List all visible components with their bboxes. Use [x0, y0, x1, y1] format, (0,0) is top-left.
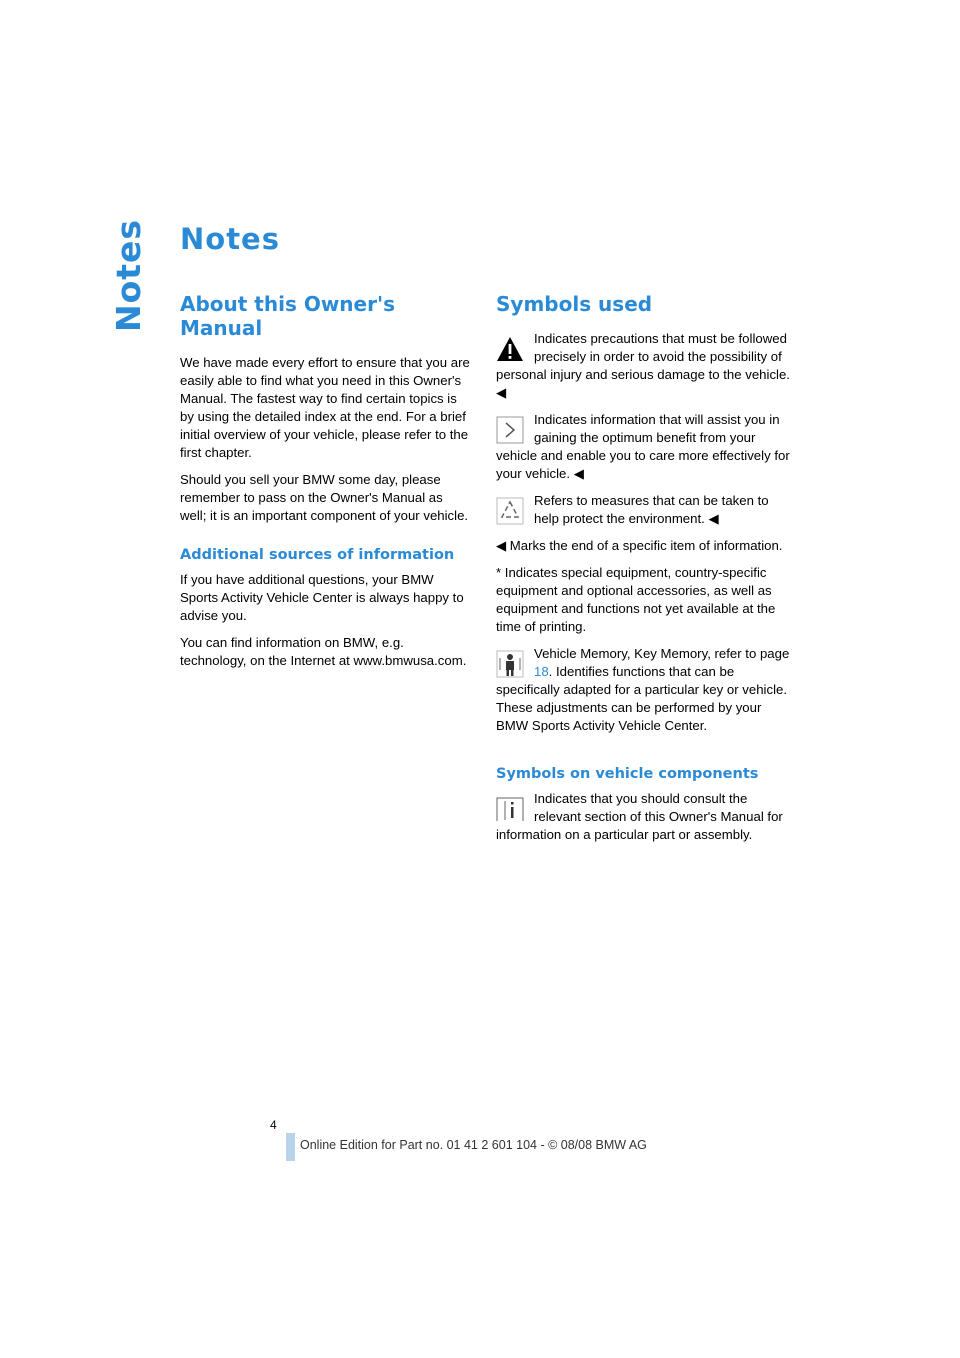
special-equipment-text: * Indicates special equipment, country-specific equipment and optional accessories, as well as equipment and functions not yet available at the time of printing.: [496, 565, 776, 634]
side-tab: [104, 218, 154, 332]
environment-text: Refers to measures that can be taken to help protect the environment. ◀: [534, 493, 769, 526]
end-mark-text: ◀ Marks the end of a specific item of information.: [496, 538, 783, 553]
memory-text-prefix: Vehicle Memory, Key Memory, refer to page: [534, 646, 790, 661]
symbols-used-heading: Symbols used: [496, 292, 653, 316]
side-tab-label: Notes: [109, 218, 149, 332]
environment-symbol-entry: [496, 492, 790, 537]
memory-text: [496, 645, 790, 735]
additional-paragraph-1: If you have additional questions, your BMW Sports Activity Vehicle Center is always happy to advise you.: [180, 572, 464, 623]
left-column: [180, 292, 472, 679]
about-paragraph-1: We have made every effort to ensure that you are easily able to find what you need in this Owner's Manual. The fastest way to find certain topics is by using the detailed index at the end. For a brief initial overview of your vehicle, please refer to the first chapter.: [180, 355, 470, 460]
manual-info-icon: [496, 795, 524, 823]
right-column: [496, 292, 790, 853]
info-arrow-icon: [496, 416, 524, 444]
memory-text-suffix: . Identifies functions that can be specifically adapted for a particular key or vehicle. These adjustments can be performed by your BMW Sports Activity Vehicle Center.: [496, 664, 788, 733]
recycle-icon: [496, 497, 524, 525]
footer-text: Online Edition for Part no. 01 41 2 601 104 - © 08/08 BMW AG: [300, 1138, 647, 1152]
additional-sources-heading: Additional sources of information: [180, 547, 455, 563]
memory-page-link[interactable]: 18: [534, 664, 549, 679]
footer-bar: [286, 1133, 295, 1161]
warning-triangle-icon: [496, 335, 524, 363]
components-text: Indicates that you should consult the relevant section of this Owner's Manual for information on a particular part or assembly.: [496, 791, 783, 842]
page-title: Notes: [180, 222, 280, 256]
symbols-components-heading: Symbols on vehicle components: [496, 766, 759, 782]
components-symbol-entry: [496, 790, 790, 853]
memory-symbol-entry: [496, 645, 790, 744]
warning-text: Indicates precautions that must be followed precisely in order to avoid the possibility of personal injury and serious damage to the vehicle. ◀: [496, 331, 790, 400]
info-symbol-entry: [496, 411, 790, 492]
about-manual-heading: About this Owner's Manual: [180, 292, 395, 340]
info-text: Indicates information that will assist you in gaining the optimum benefit from your vehicle and enable you to care more effectively for your vehicle. ◀: [496, 412, 790, 481]
person-memory-icon: [496, 650, 524, 678]
page-number: 4: [270, 1118, 277, 1132]
additional-paragraph-2: You can find information on BMW, e.g. technology, on the Internet at www.bmwusa.com.: [180, 635, 467, 668]
warning-symbol-entry: [496, 330, 790, 411]
about-paragraph-2: Should you sell your BMW some day, please remember to pass on the Owner's Manual as well; it is an important component of your vehicle.: [180, 472, 469, 523]
